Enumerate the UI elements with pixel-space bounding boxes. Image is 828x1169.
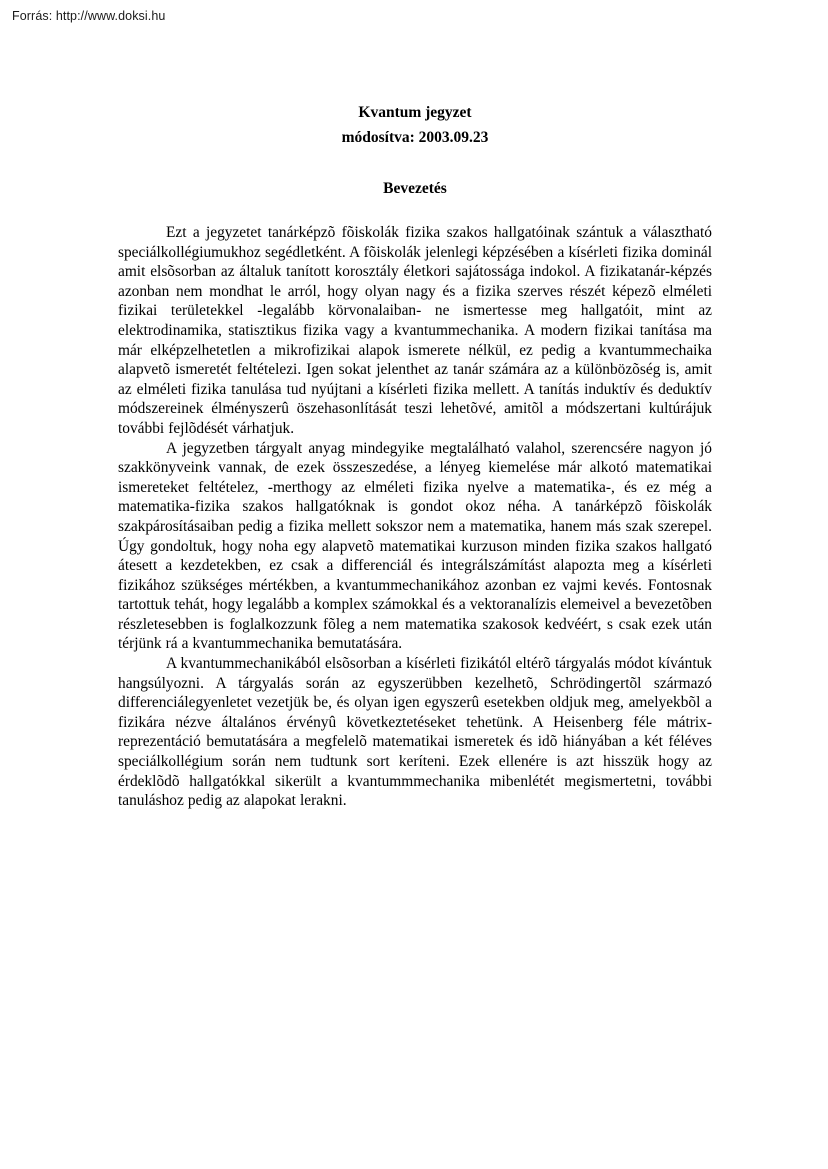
body-paragraph-3: A kvantummechanikából elsõsorban a kísérleti fizikától eltérõ tárgyalás módot kívántuk hangsúlyozni. A tárgyalás során az egyszerübben kezelhetõ, Schrödingertõl származó differenciálegyenletet vezetjük be, és olyan igen egyszerû esetekben oldjuk meg, amelyekbõl a fizikára nézve általános érvényû következtetéseket tehetünk. A Heisenberg féle mátrix-reprezentáció bemutatására a megfelelõ matematikai ismeretek és idõ hiányában a két féléves speciálkollégium során nem tudtunk sort keríteni. Ezek ellenére is azt hisszük hogy az érdeklõdõ hallgatókkal sikerült a kvantummmechanika mibenlétét megismertetni, további tanuláshoz pedig az alapokat lerakni.	[118, 655, 712, 810]
body-paragraph-2: A jegyzetben tárgyalt anyag mindegyike megtalálható valahol, szerencsére nagyon jó szakkönyveink vannak, de ezek összeszedése, a lényeg kiemelése már alkotó matematikai ismereteket feltételez, -merthogy az elméleti fizika nyelve a matematika-, és ez még a matematika-fizika szakos hallgatóknak is gondot okoz néha. A tanárképzõ fõiskolák szakpárosításaiban pedig a fizika mellett sokszor nem a matematika, hanem más szak szerepel. Úgy gondoltuk, hogy noha egy alapvetõ matematikai kurzuson minden fizika szakos hallgató átesett a kezdetekben, ez csak a differenciál és integrálszámítást alapozta meg a kísérleti fizikához szükséges mértékben, a kvantummechanikához azonban ez vajmi kevés. Fontosnak tartottuk tehát, hogy legalább a komplex számokkal és a vektoranalízis elemeivel a bevezetõben részletesebben is foglalkozzunk fõleg a nem matematika szakosok kedvéért, s csak ezek után térjünk rá a kvantummechanika bemutatására.	[118, 439, 712, 653]
document-revision-date: módosítva: 2003.09.23	[341, 129, 489, 146]
source-url-watermark: Forrás: http://www.doksi.hu	[12, 9, 166, 23]
section-heading-bevezetes: Bevezetés	[383, 180, 447, 197]
document-content	[118, 100, 712, 811]
document-title: Kvantum jegyzet	[358, 104, 472, 121]
body-paragraph-1: Ezt a jegyzetet tanárképzõ fõiskolák fizika szakos hallgatóinak szántuk a választható speciálkollégiumukhoz segédletként. A fõiskolák jelenlegi képzésében a kísérleti fizika dominál amit elsõsorban az általuk tanított korosztály életkori sajátossága indokol. A fizikatanár-képzés azonban nem mondhat le arról, hogy olyan nagy és a fizika szerves részét képezõ elméleti fizikai területekkel -legalább körvonalaiban- ne ismertesse meg hallgatóit, mint az elektrodinamika, statisztikus fizika vagy a kvantummechanika. A modern fizikai tanítása ma már elképzelhetetlen a mikrofizikai alapok ismerete nélkül, ez pedig a kvantummechaika alapvetõ ismeretét feltételezi. Igen sokat jelenthet az tanár számára az a különbözõség is, amit az elméleti fizika tanulása tud nyújtani a kísérleti fizika mellett. A tanítás induktív és deduktív módszereinek élményszerû öszehasonlítását teszi lehetõvé, amitõl a módszertani kultúrájuk további fejlõdését várhatjuk.	[118, 224, 712, 437]
